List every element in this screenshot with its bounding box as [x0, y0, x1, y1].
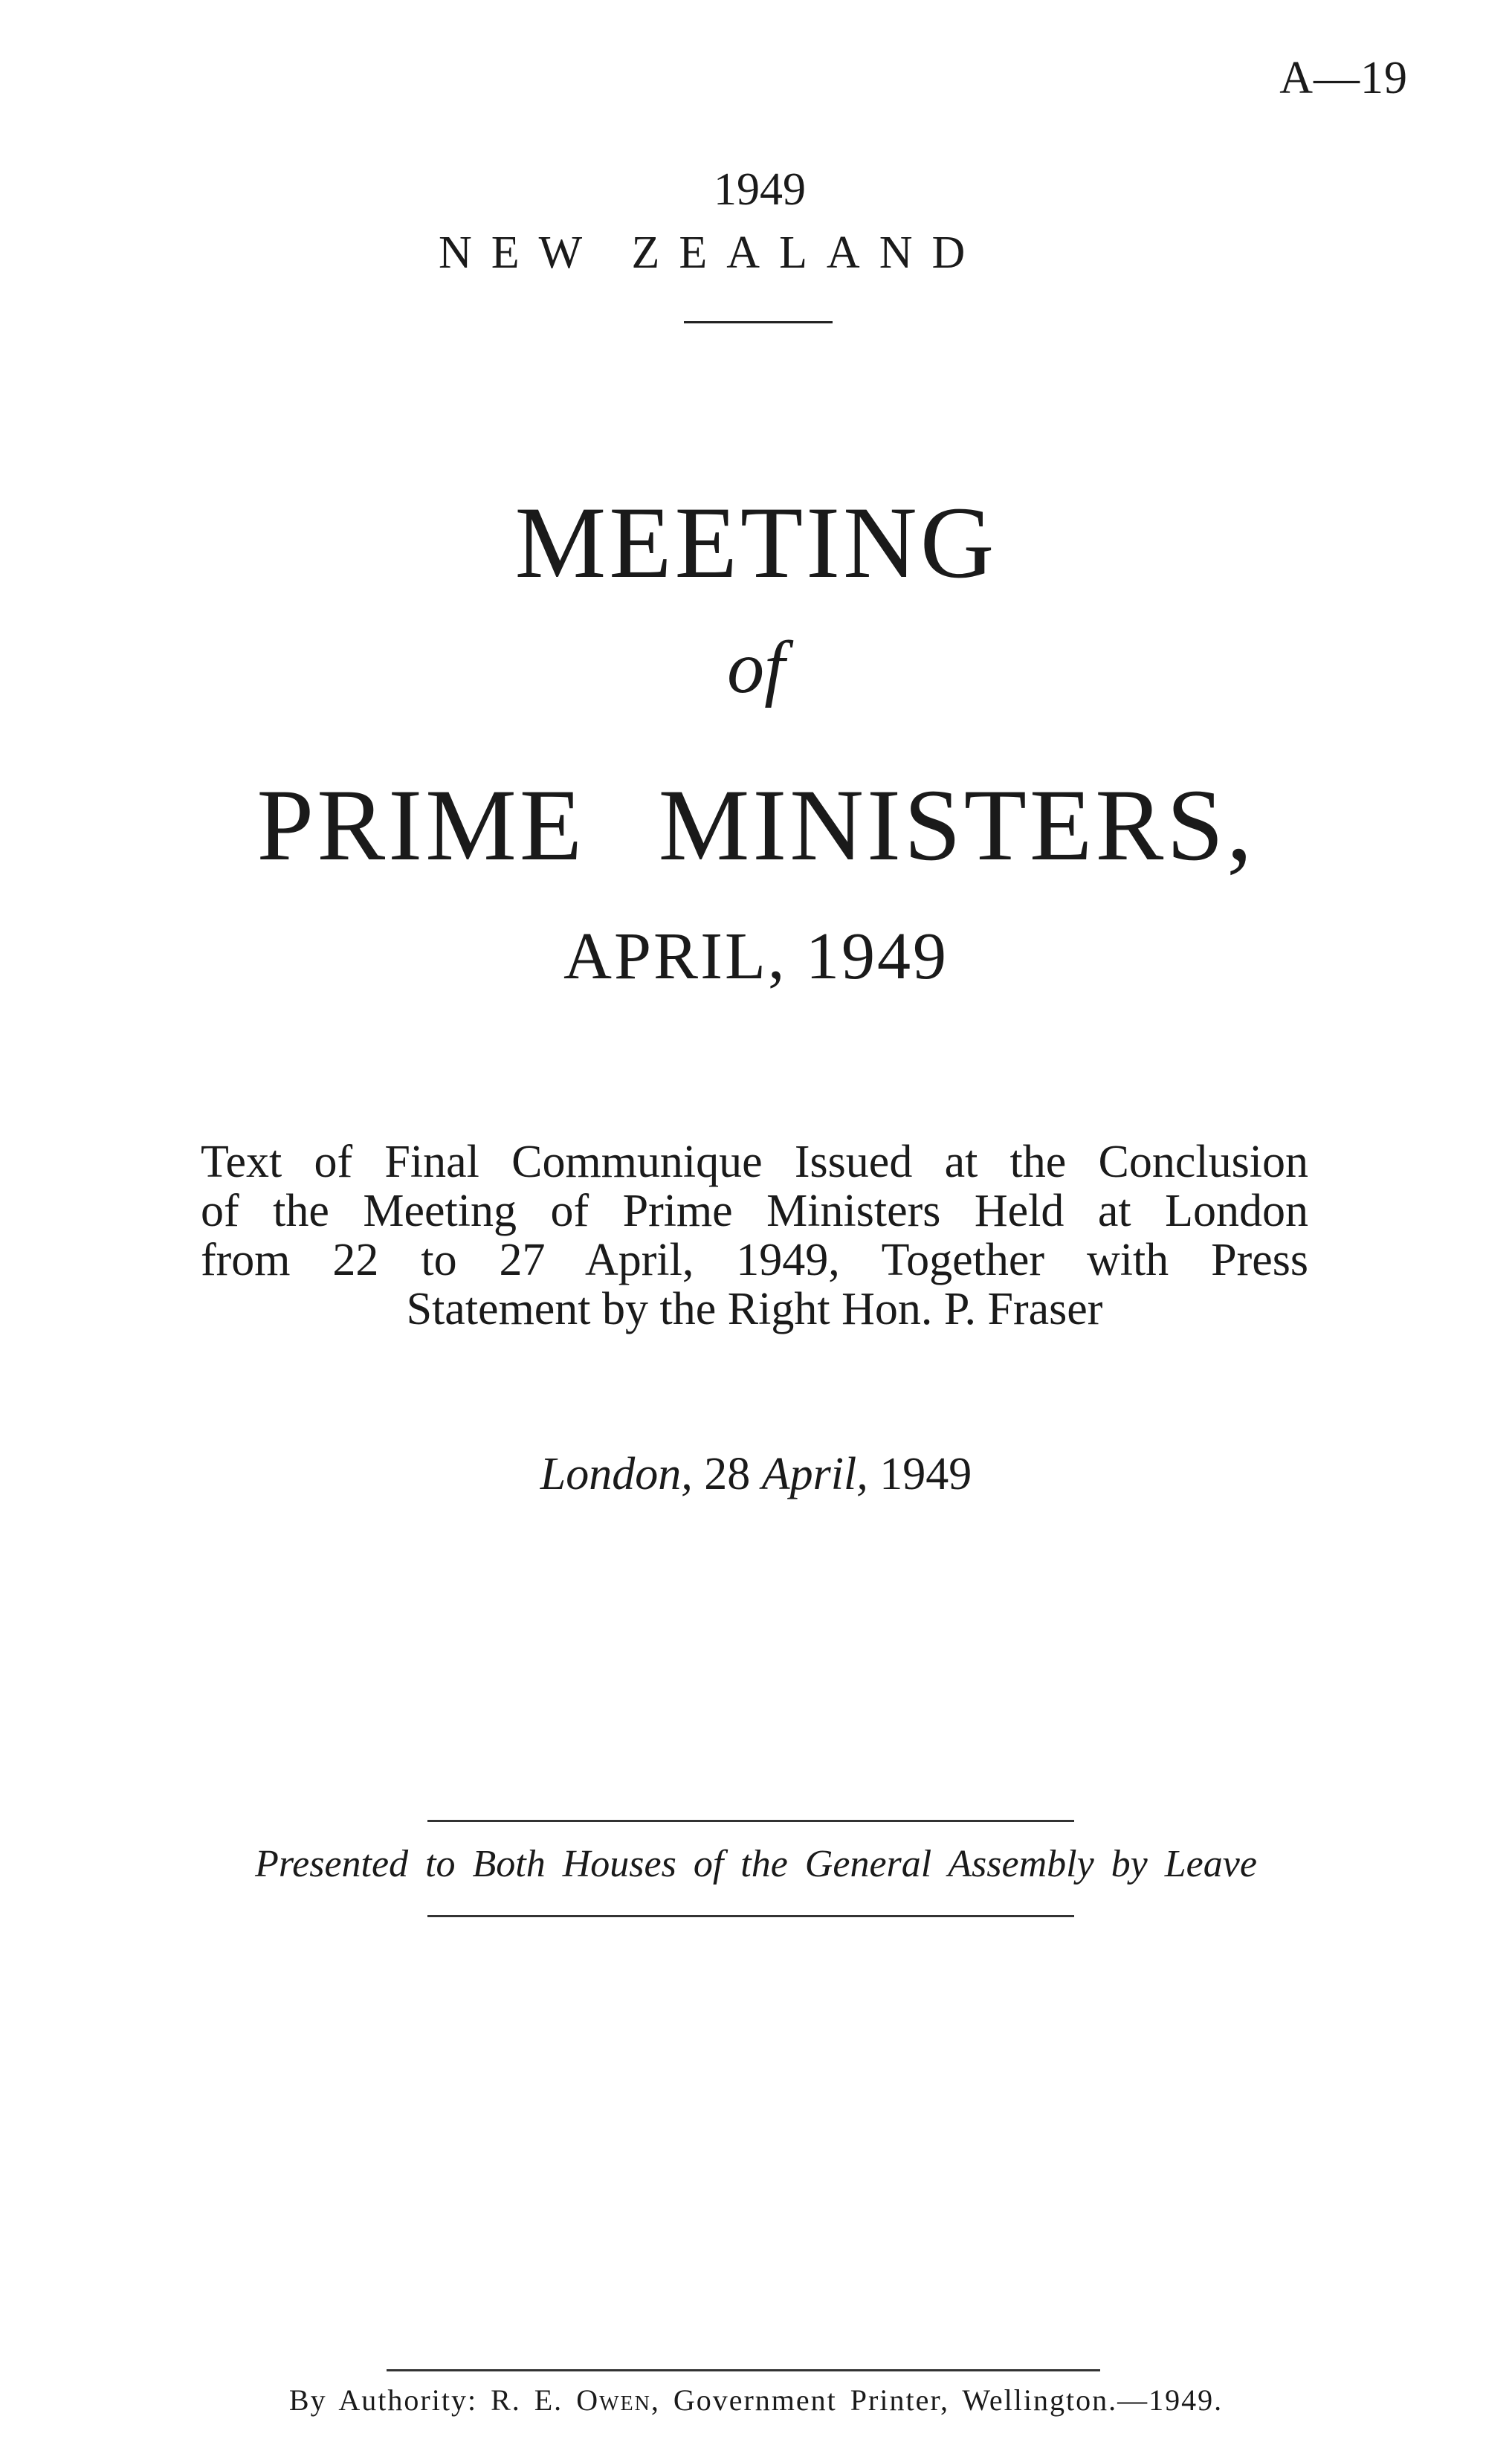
- place-date-line: [0, 1448, 1512, 1501]
- country-heading: NEW ZEALAND: [439, 227, 985, 278]
- footer-rule: [387, 2369, 1100, 2371]
- printer-imprint: [0, 2383, 1512, 2418]
- description-line: Statement by the Right Hon. P. Fraser: [406, 1284, 1103, 1334]
- date-day: 28: [704, 1449, 751, 1499]
- presented-statement: Presented to Both Houses of the General Assembly by Leave: [255, 1843, 1257, 1885]
- description-line: of the Meeting of Prime Ministers Held at London: [201, 1186, 1308, 1236]
- presented-bottom-rule: [427, 1915, 1074, 1917]
- printer-name: Owen: [576, 2383, 651, 2417]
- date-month: April,: [761, 1449, 868, 1499]
- title-prime-ministers: PRIME MINISTERS,: [256, 768, 1256, 882]
- imprint-prefix: By Authority:: [288, 2383, 478, 2417]
- title-meeting: MEETING: [514, 485, 998, 599]
- report-code: A—19: [1279, 53, 1408, 103]
- title-of: of: [727, 626, 785, 708]
- description-line: Text of Final Communique Issued at the Conclusion: [201, 1137, 1308, 1187]
- description-line: from 22 to 27 April, 1949, Together with Press: [201, 1235, 1308, 1285]
- header-divider: [684, 321, 833, 323]
- title-date: APRIL, 1949: [563, 920, 949, 993]
- presented-top-rule: [427, 1820, 1074, 1822]
- description-paragraph: [201, 1137, 1308, 1334]
- date-year: 1949: [879, 1449, 972, 1499]
- place-name: London,: [540, 1449, 693, 1499]
- printer-initials: R. E.: [491, 2383, 563, 2417]
- publication-year: 1949: [714, 164, 806, 215]
- printer-role: , Government Printer, Wellington.—1949.: [650, 2383, 1224, 2417]
